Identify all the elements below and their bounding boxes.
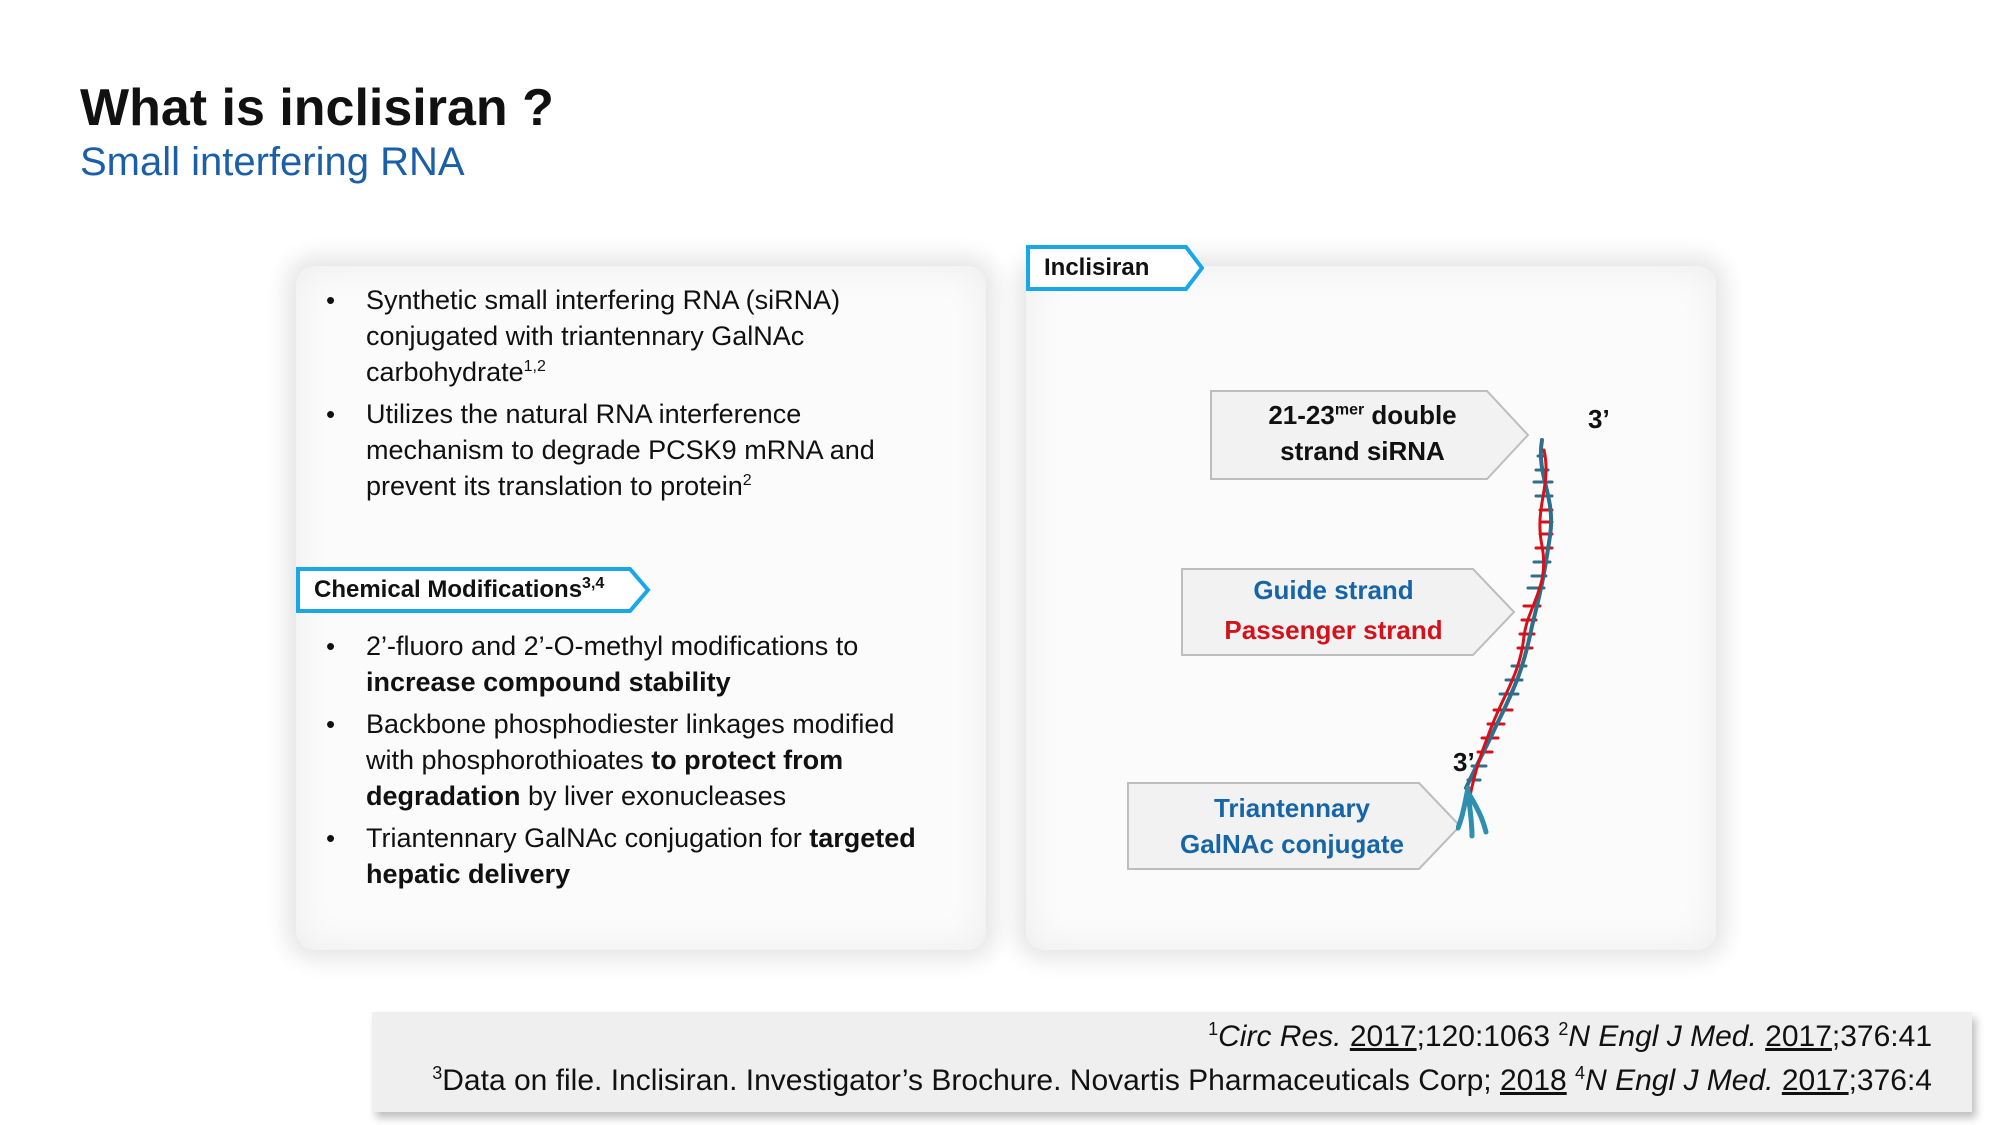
sirna-double: double [1364, 400, 1457, 430]
galnac-callout [1127, 782, 1462, 870]
guide-strand-label: Guide strand [1253, 575, 1414, 605]
citation-sup: 1,2 [523, 358, 546, 375]
bullet-text: Backbone phosphodiester linkages modified with phosphorothioates [366, 709, 895, 775]
ref-sup: 2 [1558, 1019, 1569, 1039]
ref-sup: 4 [1575, 1063, 1586, 1083]
sirna-line1 [1210, 397, 1515, 433]
references-box [372, 1012, 1972, 1112]
right-diagram-panel [1026, 266, 1716, 950]
list-item [296, 628, 936, 700]
inclisiran-tag [1026, 245, 1204, 291]
bullet-bold-text: increase compound stability [366, 667, 731, 697]
list-item [296, 820, 936, 892]
page-title: What is inclisiran ? [80, 79, 554, 137]
ref-journal: N Engl J Med. [1568, 1020, 1757, 1053]
list-item [296, 396, 936, 504]
ref-year: 2018 [1499, 1064, 1567, 1097]
passenger-strand-label: Passenger strand [1224, 615, 1443, 645]
ref-detail: ;376:41 [1831, 1020, 1932, 1053]
overview-bullet-list [296, 282, 936, 510]
bullet-bold-text: targeted hepatic delivery [366, 823, 916, 889]
ref-year: 2017 [1349, 1020, 1417, 1053]
bullet-text: Synthetic small interfering RNA (siRNA) conjugated with triantennary GalNAc carbohydrate [366, 285, 841, 387]
reference-line-2 [432, 1064, 1932, 1098]
ref-sup: 3 [432, 1063, 443, 1083]
list-item [296, 282, 936, 390]
bullet-text: by liver exonucleases [520, 781, 787, 811]
ref-detail: ;120:1063 [1416, 1020, 1559, 1053]
page-subtitle: Small interfering RNA [80, 140, 465, 184]
ref-year: 2017 [1781, 1064, 1849, 1097]
bullet-bold-text: to protect from degradation [366, 745, 844, 811]
ref-journal: Circ Res. [1218, 1020, 1342, 1053]
tag-label: Inclisiran [1044, 254, 1150, 281]
rna-helix-illustration [1456, 436, 1576, 856]
ref-detail: Data on file. Inclisiran. Investigator’s Brochure. Novartis Pharmaceuticals Corp; [442, 1064, 1500, 1097]
galnac-callout-text [1127, 790, 1457, 862]
citation-sup: 3,4 [582, 575, 605, 592]
strands-callout-text [1181, 572, 1486, 648]
three-prime-bottom-label: 3’ [1453, 747, 1475, 777]
galnac-line1: Triantennary [1213, 793, 1371, 823]
citation-sup: 2 [742, 472, 752, 489]
tag-label [314, 567, 604, 613]
three-prime-top-label: 3’ [1588, 404, 1610, 434]
sirna-length: 21-23 [1268, 400, 1335, 430]
ref-detail: ;376:4 [1848, 1064, 1932, 1097]
list-item [296, 706, 936, 814]
bullet-text: Utilizes the natural RNA interference mechanism to degrade PCSK9 mRNA and prevent its translation to protein [366, 399, 875, 501]
bullet-text: 2’-fluoro and 2’-O-methyl modifications to [366, 631, 859, 661]
galnac-line2: GalNAc conjugate [1180, 829, 1404, 859]
ref-journal: N Engl J Med. [1585, 1064, 1774, 1097]
chemical-modifications-tag [296, 567, 651, 613]
ref-sup: 1 [1208, 1019, 1219, 1039]
mer-sup: mer [1334, 401, 1365, 419]
sirna-line2: strand siRNA [1280, 436, 1445, 466]
ref-year: 2017 [1765, 1020, 1832, 1053]
bullet-text: Triantennary GalNAc conjugation for [366, 823, 810, 853]
reference-line-1 [1208, 1020, 1932, 1054]
tag-label-text: Chemical Modifications [314, 576, 583, 603]
modifications-bullet-list [296, 628, 936, 898]
